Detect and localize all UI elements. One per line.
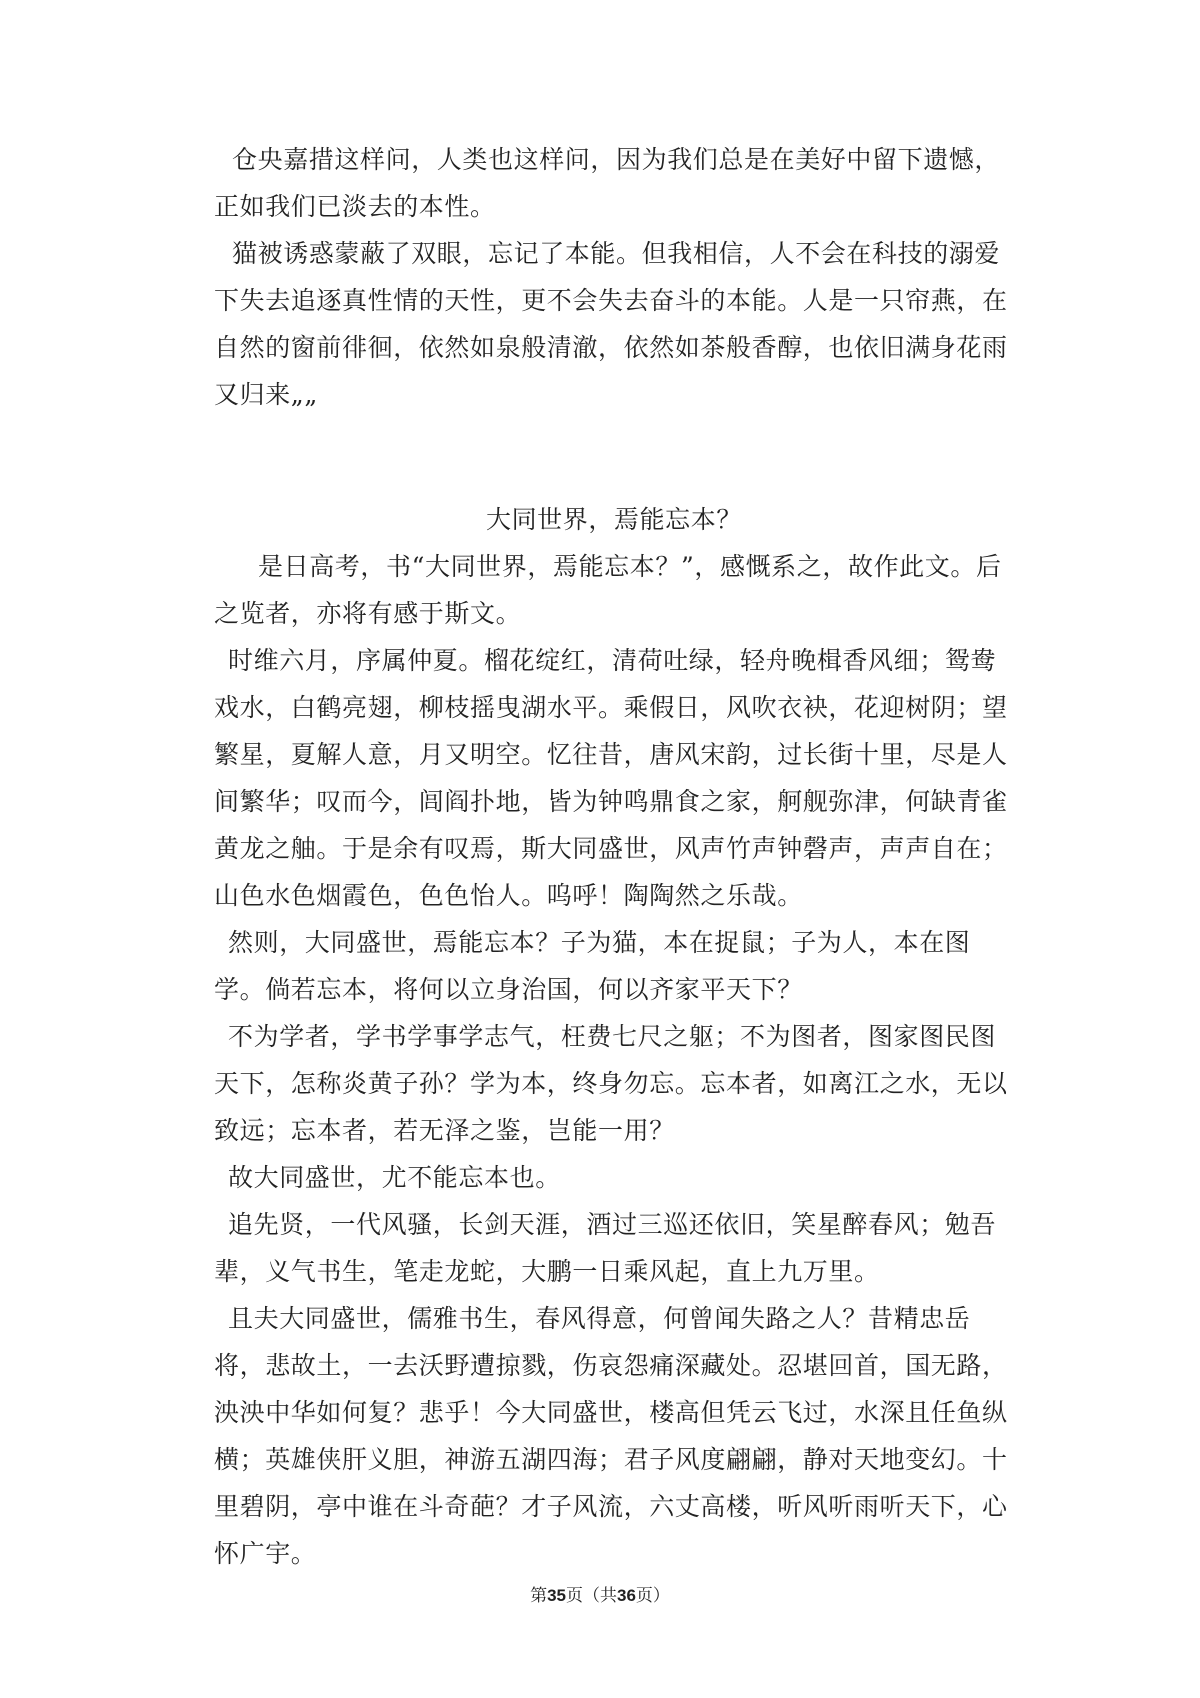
essay2-paragraph-2: 时维六月，序属仲夏。榴花绽红，清荷吐绿，轻舟晚楫香风细；鸳鸯戏水，白鹤亮翅，柳枝摇曳湖水平。乘假日，风吹衣袂，花迎树阴；望繁星，夏解人意，月又明空。忆往昔，唐风宋韵，过长街十里，尽是人间繁华；叹而今，闾阎扑地，皆为钟鸣鼎食之家，舸舰弥津，何缺青雀黄龙之舳。于是余有叹焉，斯大同盛世，风声竹声钟磬声，声声自在；山色水色烟霞色，色色怡人。呜呼！陶陶然之乐哉。 [214,646,1008,910]
footer-suffix: 页） [635,1586,670,1606]
footer-prefix: 第 [530,1586,548,1606]
essay1-paragraph-2: 猫被诱惑蒙蔽了双眼，忘记了本能。但我相信，人不会在科技的溺爱下失去追逐真性情的天性，更不会失去奋斗的本能。人是一只帘燕，在自然的窗前徘徊，依然如泉般清澈，依然如茶般香醇，也依旧满身花雨又归来„„ [214,239,1008,409]
essay2-title: 大同世界，焉能忘本？ [485,505,742,534]
essay1-paragraph-1: 仓央嘉措这样问，人类也这样问，因为我们总是在美好中留下遗憾，正如我们已淡去的本性。 [214,145,1001,221]
essay2-paragraph-4: 不为学者，学书学事学志气，枉费七尺之躯；不为图者，图家图民图天下，怎称炎黄子孙？学为本，终身勿忘。忘本者，如离江之水，无以致远；忘本者，若无泽之鉴，岂能一用？ [214,1022,1008,1145]
footer-total-pages: 36 [617,1586,636,1605]
essay2-paragraph-6: 追先贤，一代风骚，长剑天涯，酒过三巡还依旧，笑星醉春风；勉吾辈，义气书生，笔走龙蛇，大鹏一日乘风起，直上九万里。 [214,1210,997,1286]
essay2-paragraph-7: 且夫大同盛世，儒雅书生，春风得意，何曾闻失路之人？昔精忠岳将，悲故土，一去沃野遭掠戮，伤哀怨痛深藏处。忍堪回首，国无路，泱泱中华如何复？悲乎！今大同盛世，楼高但凭云飞过，水深且任鱼纵横；英雄侠肝义胆，神游五湖四海；君子风度翩翩，静对天地变幻。十里碧阴，亭中谁在斗奇葩？才子风流，六丈高楼，听风听雨听天下，心怀广宇。 [214,1304,1008,1568]
essay2-paragraph-1: 是日高考，书“大同世界，焉能忘本？”，感慨系之，故作此文。后之览者，亦将有感于斯文。 [214,552,1002,628]
footer-middle: 页（共 [566,1586,617,1606]
page-footer [0,1584,1200,1608]
essay2-paragraph-5: 故大同盛世，尤不能忘本也。 [228,1163,561,1192]
essay2-paragraph-3: 然则，大同盛世，焉能忘本？子为猫，本在捉鼠；子为人，本在图学。倘若忘本，将何以立身治国，何以齐家平天下？ [214,928,971,1004]
footer-page-number: 35 [547,1586,566,1605]
